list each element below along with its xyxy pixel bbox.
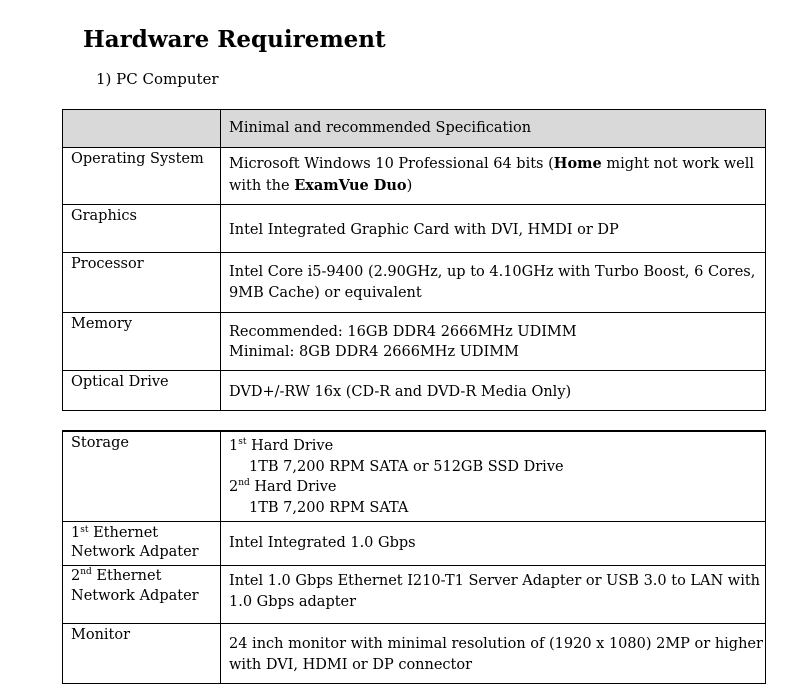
- row-label-ethernet-2: [63, 565, 221, 623]
- spec-table-primary: [62, 109, 766, 411]
- ethernet2-label-line1: [71, 566, 220, 586]
- row-value-ethernet-1: Intel Integrated 1.0 Gbps: [221, 521, 766, 565]
- drive1-label: Hard Drive: [246, 438, 334, 454]
- table-row: [63, 521, 766, 565]
- os-text-2: might not work well with the: [229, 156, 755, 194]
- drive1-number: 1: [229, 438, 239, 454]
- table-row: [63, 371, 766, 411]
- row-value-storage: [221, 431, 766, 521]
- table-header-row: [63, 110, 766, 148]
- row-value-monitor: 24 inch monitor with minimal resolution of (1920 x 1080) 2MP or higher with DVI, HDMI or DP connector: [221, 623, 766, 683]
- memory-recommended: Recommended: 16GB DDR4 2666MHz UDIMM: [229, 324, 577, 340]
- os-text-1: Microsoft Windows 10 Professional 64 bits (: [229, 156, 554, 172]
- memory-minimal: Minimal: 8GB DDR4 2666MHz UDIMM: [229, 344, 519, 360]
- ethernet2-label-line2: Network Adpater: [71, 587, 199, 604]
- os-text-examvue: ExamVue Duo: [294, 177, 407, 194]
- section-subtitle: 1) PC Computer: [96, 70, 219, 88]
- row-label-monitor: Monitor: [63, 623, 221, 683]
- row-value-ethernet-2: Intel 1.0 Gbps Ethernet I210-T1 Server Adapter or USB 3.0 to LAN with 1.0 Gbps adapter: [221, 565, 766, 623]
- drive1-title: [229, 436, 765, 457]
- row-value-processor: Intel Core i5-9400 (2.90GHz, up to 4.10GHz with Turbo Boost, 6 Cores, 9MB Cache) or equivalent: [221, 253, 766, 313]
- drive2-label: Hard Drive: [249, 479, 337, 495]
- row-label-ethernet-1: [63, 521, 221, 565]
- ethernet2-label-text: Ethernet: [91, 567, 162, 584]
- drive1-spec: 1TB 7,200 RPM SATA or 512GB SSD Drive: [249, 458, 564, 475]
- ethernet1-ordinal: st: [80, 524, 89, 535]
- row-label-optical-drive: Optical Drive: [63, 371, 221, 411]
- ethernet1-label-line1: [71, 524, 220, 543]
- drive1-ordinal: st: [238, 437, 247, 447]
- row-label-memory: Memory: [63, 313, 221, 371]
- row-label-processor: Processor: [63, 253, 221, 313]
- header-label-cell: [63, 110, 221, 148]
- table-row: [63, 148, 766, 205]
- drive2-title: [229, 477, 765, 498]
- drive2-ordinal: nd: [238, 478, 250, 488]
- row-value-optical-drive: DVD+/-RW 16x (CD-R and DVD-R Media Only): [221, 371, 766, 411]
- table-row: [63, 205, 766, 253]
- table-row: [63, 431, 766, 521]
- table-row: [63, 565, 766, 623]
- os-text-home: Home: [553, 155, 602, 172]
- drive2-spec: 1TB 7,200 RPM SATA: [249, 499, 409, 516]
- table-row: [63, 253, 766, 313]
- row-value-memory: [221, 313, 766, 371]
- table-row: [63, 313, 766, 371]
- row-label-operating-system: Operating System: [63, 148, 221, 205]
- table-row: [63, 623, 766, 683]
- drive2-number: 2: [229, 479, 239, 495]
- ethernet1-label-text: Ethernet: [88, 524, 159, 541]
- page-title: Hardware Requirement: [83, 26, 386, 53]
- row-value-graphics: Intel Integrated Graphic Card with DVI, HMDI or DP: [221, 205, 766, 253]
- header-value-cell: Minimal and recommended Specification: [221, 110, 766, 148]
- spec-table-secondary: [62, 430, 766, 684]
- row-label-graphics: Graphics: [63, 205, 221, 253]
- ethernet2-ordinal: nd: [80, 566, 92, 577]
- ethernet2-number: 2: [71, 567, 81, 584]
- ethernet1-label-line2: Network Adpater: [71, 543, 199, 560]
- row-label-storage: Storage: [63, 431, 221, 521]
- os-text-3: ): [406, 178, 413, 194]
- row-value-operating-system: [221, 148, 766, 205]
- ethernet1-number: 1: [71, 524, 81, 541]
